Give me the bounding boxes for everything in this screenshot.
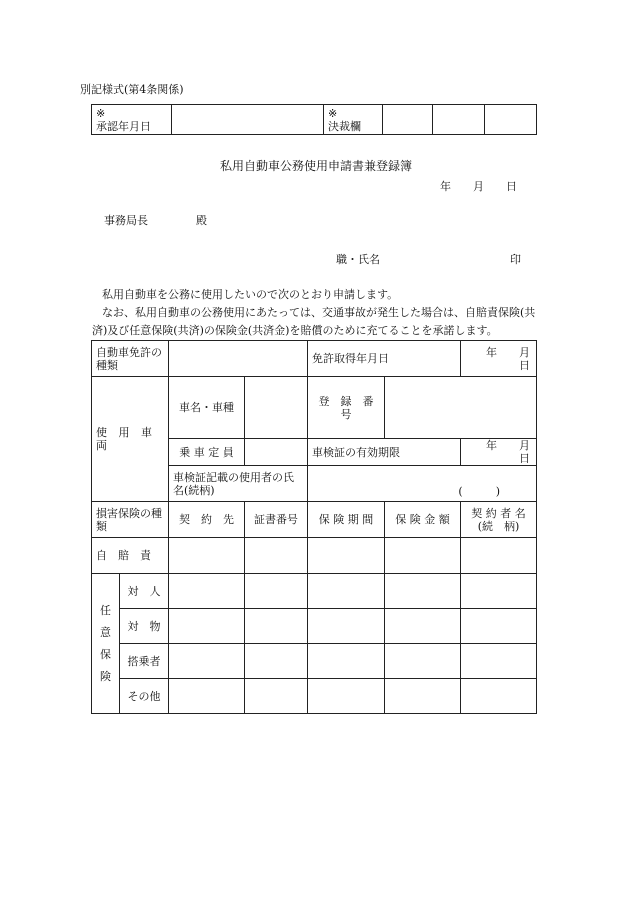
input-cell[interactable] [385, 609, 461, 644]
optional-row-label: 搭乗者 [120, 644, 169, 679]
decision-field-1[interactable] [383, 105, 433, 135]
license-date-label: 免許取得年月日 [308, 341, 461, 377]
vehicle-in-use-label: 使 用 車 両 [92, 377, 169, 502]
optional-char-3: 保 [100, 648, 111, 661]
form-label: 別記様式(第4条関係) [80, 83, 184, 96]
registration-no-label: 登 録 番 号 [308, 377, 385, 439]
capacity-label: 乗 車 定 員 [169, 439, 245, 466]
policyholder-relation-label: (続 柄) [477, 519, 520, 533]
approval-date-field[interactable] [172, 105, 324, 135]
input-cell[interactable] [169, 679, 245, 714]
page-title: 私用自動車公務使用申請書兼登録簿 [220, 159, 413, 173]
optional-row-label: 対 人 [120, 574, 169, 609]
relation-paren: ( ) [458, 485, 500, 498]
policyholder-label: 契 約 者 名 [471, 506, 526, 520]
input-cell[interactable] [308, 609, 385, 644]
input-cell[interactable] [245, 574, 308, 609]
input-cell[interactable] [308, 574, 385, 609]
applicant-label: 職・氏名 [336, 253, 380, 266]
car-name-label: 車名・車種 [169, 377, 245, 439]
input-cell[interactable] [385, 644, 461, 679]
optional-insurance-label [92, 574, 120, 714]
policyholder-header [461, 502, 537, 538]
user-name-field[interactable] [308, 466, 537, 502]
approval-mark: ※ [96, 107, 106, 120]
input-cell[interactable] [461, 609, 537, 644]
optional-row-label: 対 物 [120, 609, 169, 644]
input-cell[interactable] [461, 679, 537, 714]
decision-label: 決裁欄 [328, 120, 361, 133]
inspection-date-value: 年 月 日 [461, 439, 537, 466]
input-cell[interactable] [245, 609, 308, 644]
optional-char-1: 任 [100, 604, 111, 617]
seal-label: 印 [510, 253, 521, 266]
approval-date-label: 承認年月日 [96, 120, 151, 133]
decision-field-3[interactable] [485, 105, 537, 135]
insurance-type-label: 損害保険の種類 [92, 502, 169, 538]
insurance-amount-header: 保 険 金 額 [385, 502, 461, 538]
input-cell[interactable] [308, 679, 385, 714]
decision-field-2[interactable] [433, 105, 485, 135]
license-date-value: 年 月 日 [461, 341, 537, 377]
registration-no-field[interactable] [385, 377, 537, 439]
decision-mark: ※ [328, 107, 338, 120]
compulsory-period[interactable] [308, 538, 385, 574]
input-cell[interactable] [245, 679, 308, 714]
compulsory-certificate[interactable] [245, 538, 308, 574]
license-type-field[interactable] [169, 341, 308, 377]
input-cell[interactable] [169, 644, 245, 679]
user-name-label: 車検証記載の使用者の氏名(続柄) [169, 466, 308, 502]
paragraph-2: なお、私用自動車の公務使用にあたっては、交通事故が発生した場合は、自賠責保険(共済)及び任意保険(共済)の保険金(共済金)を賠償のために充てることを承諾します。 [92, 306, 536, 337]
approval-date-cell [92, 105, 172, 135]
date-line: 年 月 日 [440, 180, 517, 193]
input-cell[interactable] [308, 644, 385, 679]
optional-row-label: その他 [120, 679, 169, 714]
license-type-label: 自動車免許の種類 [92, 341, 169, 377]
contractor-header: 契 約 先 [169, 502, 245, 538]
paragraph-1: 私用自動車を公務に使用したいので次のとおり申請します。 [102, 288, 399, 301]
insurance-period-header: 保 険 期 間 [308, 502, 385, 538]
compulsory-label: 自 賠 責 [92, 538, 169, 574]
input-cell[interactable] [169, 609, 245, 644]
input-cell[interactable] [461, 574, 537, 609]
input-cell[interactable] [385, 679, 461, 714]
input-cell[interactable] [169, 574, 245, 609]
compulsory-contractor[interactable] [169, 538, 245, 574]
honorific: 殿 [196, 214, 207, 227]
optional-char-2: 意 [100, 626, 111, 639]
inspection-validity-label: 車検証の有効期限 [308, 439, 461, 466]
car-name-field[interactable] [245, 377, 308, 439]
input-cell[interactable] [385, 574, 461, 609]
certificate-no-header: 証書番号 [245, 502, 308, 538]
decision-cell [324, 105, 383, 135]
main-table [91, 340, 552, 714]
compulsory-policyholder[interactable] [461, 538, 537, 574]
compulsory-amount[interactable] [385, 538, 461, 574]
capacity-field[interactable] [245, 439, 308, 466]
input-cell[interactable] [245, 644, 308, 679]
addressee: 事務局長 [104, 214, 148, 227]
approval-table [91, 104, 537, 135]
optional-char-4: 険 [100, 670, 111, 683]
input-cell[interactable] [461, 644, 537, 679]
